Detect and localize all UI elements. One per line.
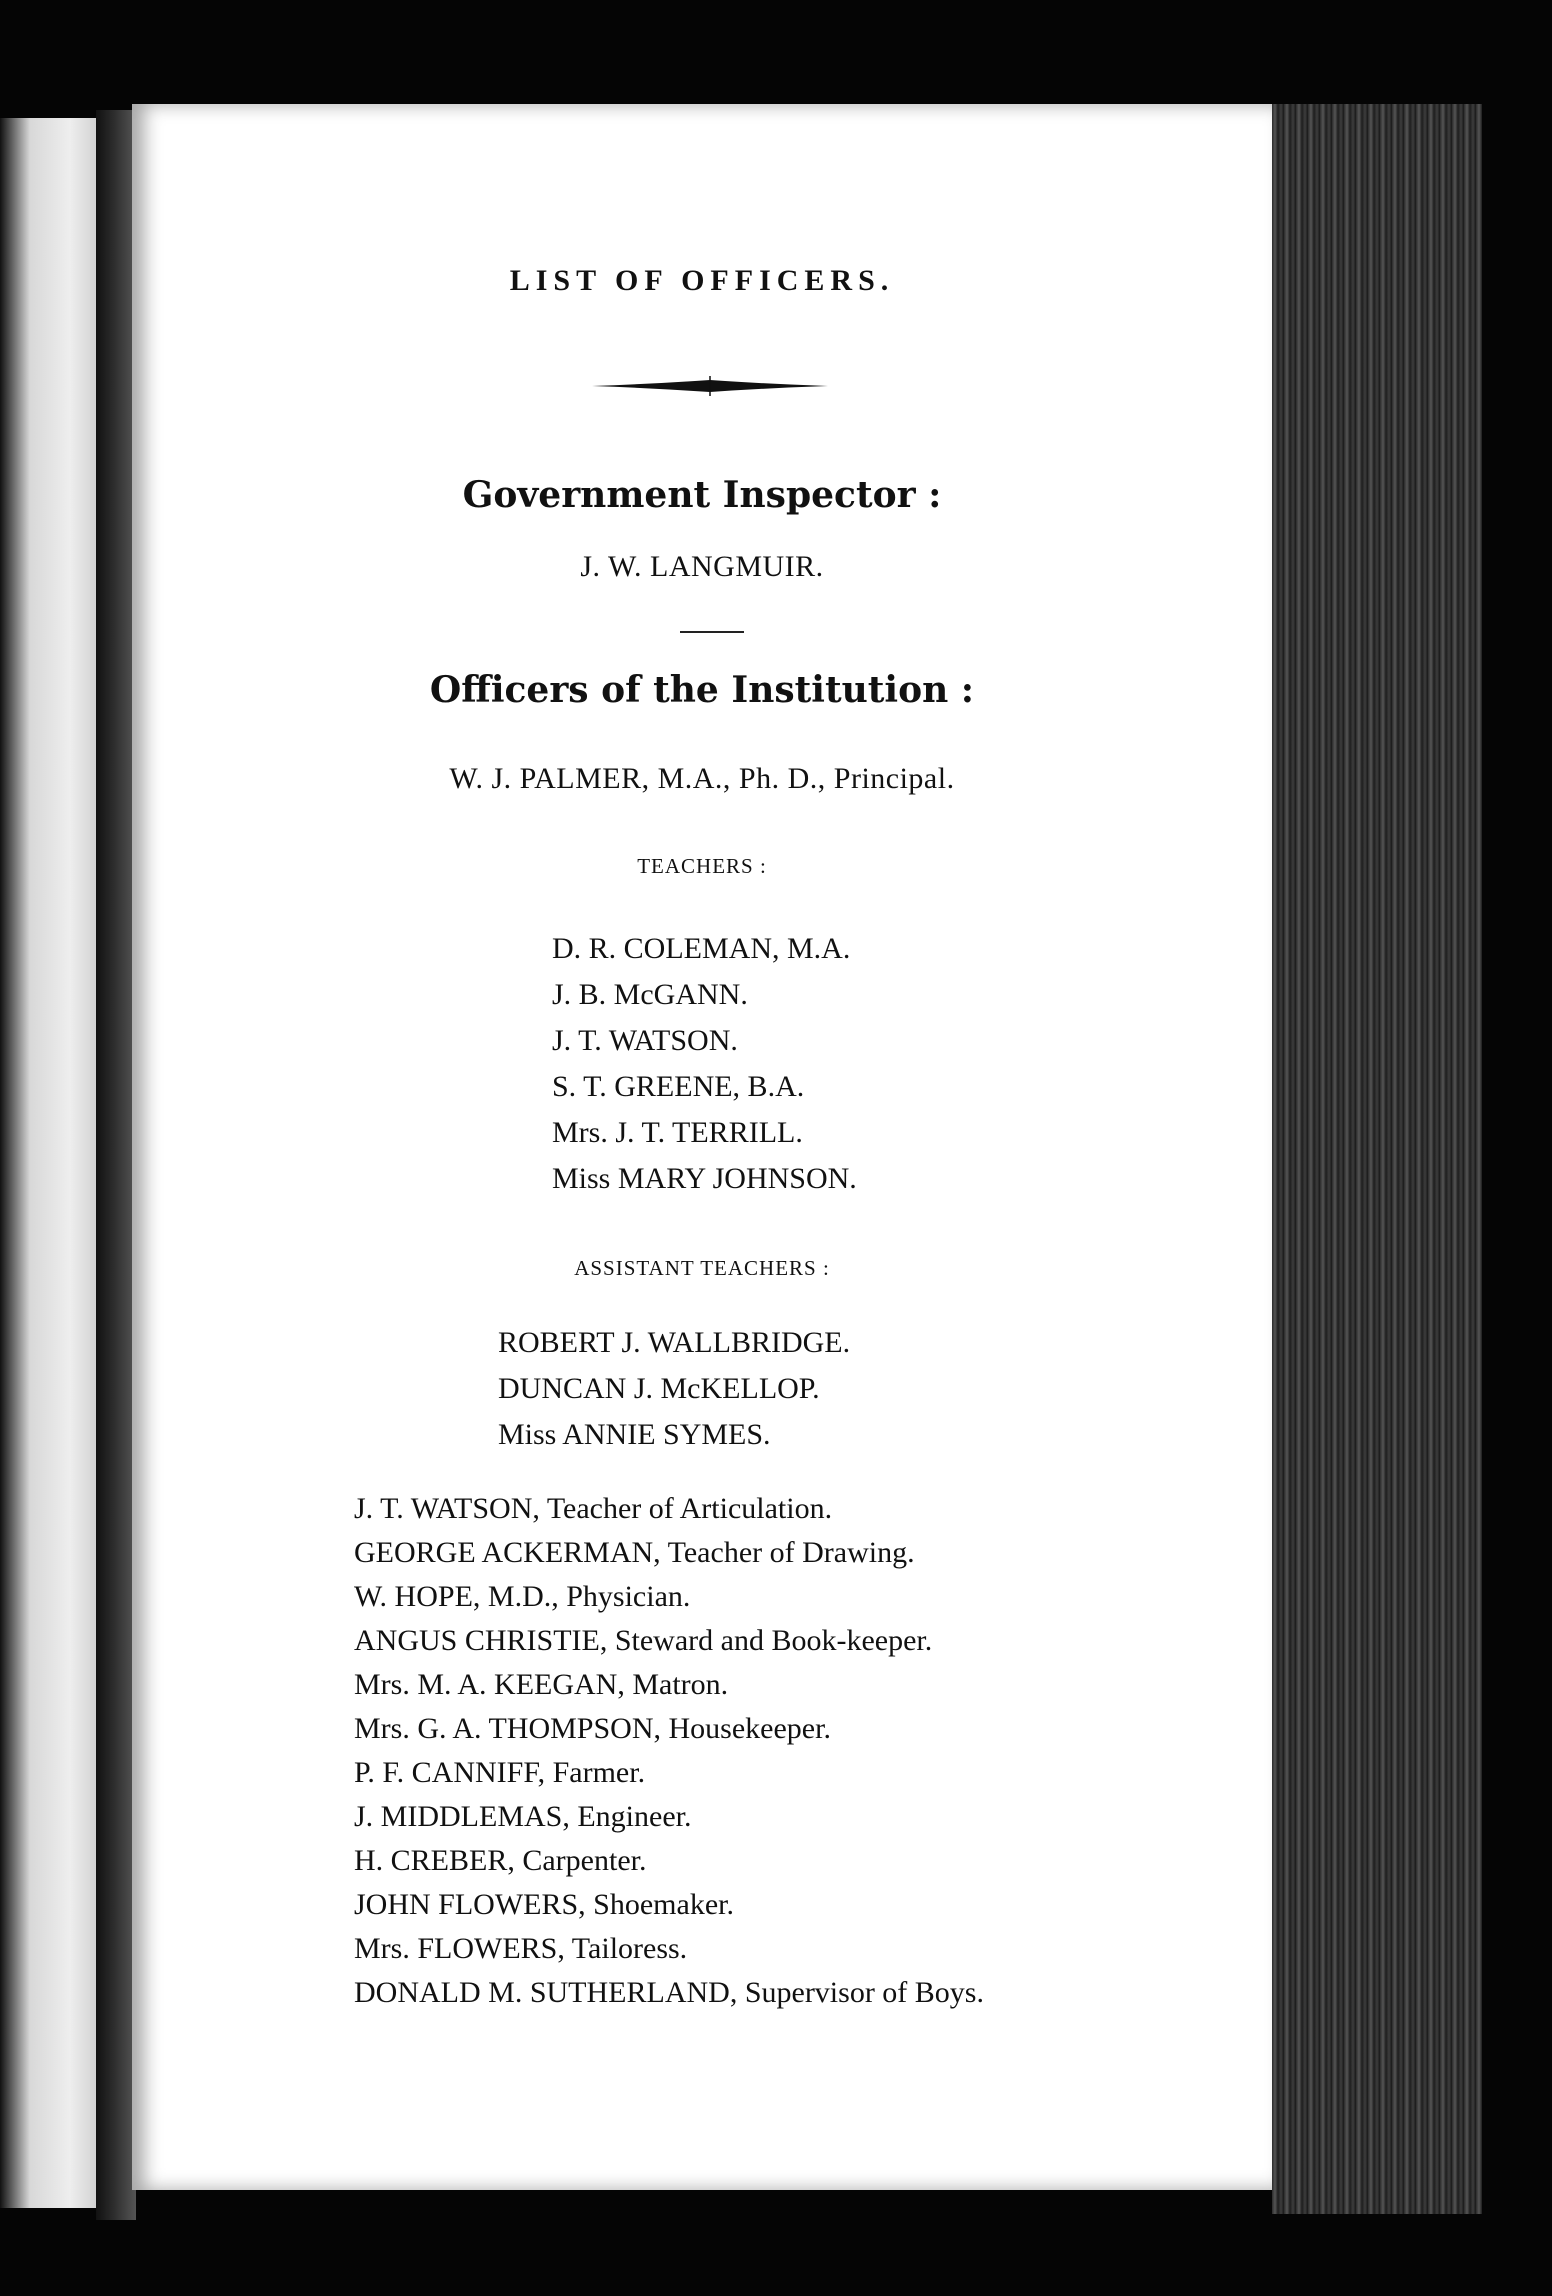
principal-line: W. J. PALMER, M.A., Ph. D., Principal. (449, 762, 955, 795)
government-inspector-name: J. W. LANGMUIR. (580, 550, 824, 583)
list-item: Mrs. FLOWERS, Tailoress. (354, 1932, 688, 1965)
government-inspector-heading: Government Inspector : (462, 474, 942, 516)
page-title: LIST OF OFFICERS. (509, 264, 895, 297)
list-item: J. MIDDLEMAS, Engineer. (354, 1800, 692, 1833)
list-item: H. CREBER, Carpenter. (354, 1844, 647, 1877)
list-item: W. HOPE, M.D., Physician. (354, 1580, 691, 1613)
left-page-edge (0, 118, 100, 2208)
list-item: DUNCAN J. McKELLOP. (498, 1372, 820, 1405)
list-item: J. T. WATSON. (552, 1024, 738, 1057)
section-divider (680, 631, 744, 633)
document-page (132, 104, 1272, 2190)
list-item: D. R. COLEMAN, M.A. (552, 932, 851, 965)
ornamental-rule (592, 376, 828, 396)
page-stack-edges (1272, 104, 1482, 2214)
list-item: Miss ANNIE SYMES. (498, 1418, 771, 1451)
list-item: S. T. GREENE, B.A. (552, 1070, 805, 1103)
list-item: ROBERT J. WALLBRIDGE. (498, 1326, 851, 1359)
list-item: Mrs. G. A. THOMPSON, Housekeeper. (354, 1712, 831, 1745)
officers-heading: Officers of the Institution : (429, 669, 975, 711)
teachers-label: TEACHERS : (637, 854, 767, 878)
list-item: GEORGE ACKERMAN, Teacher of Drawing. (354, 1536, 915, 1569)
list-item: J. T. WATSON, Teacher of Articulation. (354, 1492, 833, 1525)
book-gutter (96, 110, 136, 2220)
list-item: J. B. McGANN. (552, 978, 748, 1011)
assistant-teachers-label: ASSISTANT TEACHERS : (574, 1256, 830, 1280)
list-item: Mrs. J. T. TERRILL. (552, 1116, 803, 1149)
list-item: P. F. CANNIFF, Farmer. (354, 1756, 646, 1789)
list-item: JOHN FLOWERS, Shoemaker. (354, 1888, 734, 1921)
list-item: Mrs. M. A. KEEGAN, Matron. (354, 1668, 729, 1701)
list-item: Miss MARY JOHNSON. (552, 1162, 857, 1195)
list-item: DONALD M. SUTHERLAND, Supervisor of Boys. (354, 1976, 984, 2009)
list-item: ANGUS CHRISTIE, Steward and Book-keeper. (354, 1624, 933, 1657)
